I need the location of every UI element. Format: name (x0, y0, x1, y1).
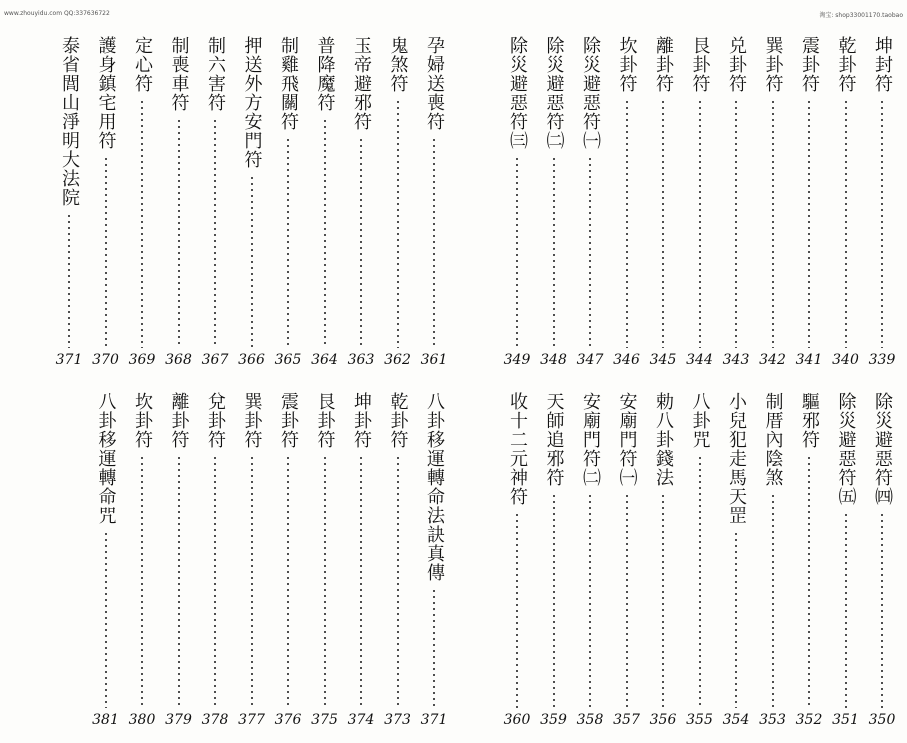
toc-page-number: 356 (649, 712, 677, 728)
toc-entry (275, 392, 301, 708)
toc-entry-title: 鬼煞符 (387, 36, 409, 93)
toc-entry (504, 392, 530, 708)
toc-page-number: 353 (759, 712, 786, 728)
toc-page-number: 339 (868, 352, 896, 368)
dot-leader (141, 455, 143, 708)
toc-entry (348, 392, 374, 708)
toc-entry-title: 孕婦送喪符 (424, 36, 445, 131)
toc-entry-title: 制厝內陰煞 (762, 392, 784, 487)
toc-entry (833, 36, 859, 348)
toc-entry (541, 392, 567, 708)
toc-page-number: 346 (613, 352, 640, 368)
toc-page-number: 342 (759, 352, 786, 368)
toc-entry-title: 巽卦符 (241, 392, 263, 449)
dot-leader (808, 455, 810, 708)
header-left-watermark: www.zhouyidu.com QQ:337636722 (4, 10, 110, 17)
dot-leader (433, 588, 435, 708)
toc-entry (796, 392, 822, 708)
toc-page-number: 366 (238, 352, 265, 368)
toc-entry-title: 艮卦符 (689, 36, 711, 93)
toc-entry-title: 八卦移運轉命法訣真傳 (424, 392, 445, 582)
toc-entry-title: 小兒犯走馬天罡 (726, 392, 747, 525)
toc-entry (385, 36, 411, 348)
dot-leader (178, 455, 180, 708)
toc-entry (577, 36, 603, 348)
dot-leader (397, 99, 399, 348)
toc-page-number: 369 (128, 352, 156, 368)
toc-page-number: 345 (649, 352, 677, 368)
toc-page-number: 340 (832, 352, 859, 368)
toc-page-number: 376 (274, 712, 302, 728)
dot-leader (845, 512, 847, 708)
toc-entry-title: 制喪車符 (168, 36, 190, 112)
toc-entry (421, 36, 447, 348)
toc-page-number: 371 (420, 712, 448, 728)
dot-leader (105, 156, 107, 348)
dot-leader (360, 455, 362, 708)
toc-entry (687, 36, 713, 348)
toc-entry (56, 36, 82, 348)
toc-page-number: 373 (384, 712, 411, 728)
toc-entry-title: 坤卦符 (351, 392, 372, 449)
toc-entry (833, 392, 859, 708)
toc-page-number: 367 (201, 352, 229, 368)
toc-entry (93, 36, 119, 348)
dot-leader (589, 493, 591, 708)
toc-entry-title: 兌卦符 (205, 392, 226, 449)
toc-entry (760, 36, 786, 348)
dot-leader (287, 137, 289, 348)
toc-entry-title: 泰省閭山淨明大法院 (59, 36, 80, 207)
toc-page-number: 374 (347, 712, 375, 728)
toc-entry-title: 艮卦符 (314, 392, 336, 449)
dot-leader (178, 118, 180, 348)
dot-leader (214, 118, 216, 348)
right-page (486, 0, 898, 743)
toc-entry (93, 392, 119, 708)
toc-page-number: 379 (165, 712, 192, 728)
toc-page-number: 343 (722, 352, 750, 368)
toc-entry-title: 天師追邪符 (543, 392, 565, 487)
dot-leader (324, 455, 326, 708)
dot-leader (626, 493, 628, 708)
toc-page-number: 365 (274, 352, 302, 368)
dot-leader (516, 156, 518, 348)
toc-page-number: 358 (576, 712, 604, 728)
toc-entry (723, 36, 749, 348)
toc-entry-title: 除災避惡符㈤ (835, 392, 857, 506)
toc-entry (577, 392, 603, 708)
toc-entry (650, 36, 676, 348)
dot-leader (68, 213, 70, 348)
toc-entry (348, 36, 374, 348)
toc-entry (614, 36, 640, 348)
toc-page-number: 351 (832, 712, 859, 728)
toc-entry-title: 普降魔符 (314, 36, 336, 112)
toc-entry-title: 勅八卦錢法 (653, 392, 674, 487)
toc-page-number: 350 (868, 712, 896, 728)
toc-page-number: 375 (311, 712, 338, 728)
toc-page-number: 347 (576, 352, 604, 368)
toc-page-number: 364 (311, 352, 338, 368)
toc-entry (796, 36, 822, 348)
toc-entry-title: 安廟門符㈡ (580, 392, 601, 487)
toc-entry-title: 八卦咒 (689, 392, 711, 449)
toc-entry (723, 392, 749, 708)
toc-page-number: 377 (238, 712, 265, 728)
left-page (38, 0, 450, 743)
toc-page-number: 370 (92, 352, 119, 368)
toc-entry-title: 坎卦符 (616, 36, 638, 93)
toc-page-number: 354 (722, 712, 750, 728)
dot-leader (214, 455, 216, 708)
dot-leader (808, 99, 810, 348)
toc-entry (650, 392, 676, 708)
toc-page-number: 355 (686, 712, 713, 728)
toc-entry (869, 36, 895, 348)
toc-entry (421, 392, 447, 708)
toc-entry (614, 392, 640, 708)
dot-leader (735, 531, 737, 708)
toc-entry-title: 坤封符 (872, 36, 893, 93)
toc-page-number: 381 (92, 712, 119, 728)
toc-entry-title: 離卦符 (653, 36, 674, 93)
dot-leader (287, 455, 289, 708)
toc-entry-title: 玉帝避邪符 (351, 36, 372, 131)
toc-entry (312, 392, 338, 708)
toc-page-number: 352 (795, 712, 823, 728)
toc-page-number: 341 (795, 352, 823, 368)
toc-entry-title: 八卦移運轉命咒 (95, 392, 117, 525)
toc-entry-title: 定心符 (132, 36, 153, 93)
toc-entry-title: 離卦符 (168, 392, 190, 449)
toc-entry (541, 36, 567, 348)
toc-entry-title: 兑卦符 (726, 36, 747, 93)
toc-page-number: 368 (165, 352, 192, 368)
dot-leader (516, 512, 518, 708)
toc-entry (202, 36, 228, 348)
dot-leader (105, 531, 107, 708)
toc-entry-title: 收十二元神符 (507, 392, 528, 506)
dot-leader (772, 493, 774, 708)
toc-entry-title: 乾卦符 (835, 36, 857, 93)
toc-page-number: 361 (420, 352, 448, 368)
toc-page-number: 348 (540, 352, 567, 368)
toc-entry-title: 制雞飛關符 (278, 36, 299, 131)
toc-entry (312, 36, 338, 348)
toc-entry-title: 護身鎮宅用符 (95, 36, 117, 150)
dot-leader (324, 118, 326, 348)
toc-entry (202, 392, 228, 708)
toc-entry-title: 驅邪符 (799, 392, 820, 449)
toc-page-number: 380 (128, 712, 156, 728)
toc-page-number: 362 (384, 352, 411, 368)
toc-page-number: 360 (503, 712, 531, 728)
toc-entry (869, 392, 895, 708)
toc-entry-title: 制六害符 (205, 36, 226, 112)
dot-leader (553, 493, 555, 708)
toc-entry (239, 36, 265, 348)
toc-entry (687, 392, 713, 708)
toc-entry (239, 392, 265, 708)
toc-entry (275, 36, 301, 348)
toc-entry-title: 押送外方安門符 (241, 36, 263, 169)
toc-entry-title: 乾卦符 (387, 392, 409, 449)
dot-leader (251, 175, 253, 348)
toc-page-number: 378 (201, 712, 229, 728)
dot-leader (662, 99, 664, 348)
toc-entry (129, 392, 155, 708)
toc-entry-title: 震卦符 (278, 392, 299, 449)
toc-page-number: 359 (540, 712, 567, 728)
toc-entry-title: 除災避惡符㈠ (580, 36, 601, 150)
toc-page-number: 363 (347, 352, 375, 368)
toc-entry (504, 36, 530, 348)
toc-entry-title: 除災避惡符㈢ (507, 36, 528, 150)
toc-page-number: 357 (613, 712, 640, 728)
toc-entry (385, 392, 411, 708)
dot-leader (881, 512, 883, 708)
toc-page-number: 371 (55, 352, 83, 368)
toc-entry (166, 36, 192, 348)
dot-leader (360, 137, 362, 348)
toc-entry-title: 除災避惡符㈣ (872, 392, 893, 506)
toc-page-number: 344 (686, 352, 713, 368)
toc-entry-title: 安廟門符㈠ (616, 392, 638, 487)
toc-page-number: 349 (503, 352, 531, 368)
toc-entry (760, 392, 786, 708)
dot-leader (589, 156, 591, 348)
dot-leader (845, 99, 847, 348)
dot-leader (735, 99, 737, 348)
dot-leader (553, 156, 555, 348)
dot-leader (699, 99, 701, 348)
dot-leader (662, 493, 664, 708)
toc-entry-title: 震卦符 (799, 36, 820, 93)
dot-leader (251, 455, 253, 708)
dot-leader (626, 99, 628, 348)
toc-entry-title: 除災避惡符㈡ (543, 36, 565, 150)
toc-entry (166, 392, 192, 708)
toc-entry-title: 巽卦符 (762, 36, 784, 93)
toc-entry-title: 坎卦符 (132, 392, 153, 449)
dot-leader (772, 99, 774, 348)
dot-leader (433, 137, 435, 348)
dot-leader (141, 99, 143, 348)
dot-leader (397, 455, 399, 708)
dot-leader (699, 455, 701, 708)
dot-leader (881, 99, 883, 348)
toc-entry (129, 36, 155, 348)
header-right-watermark: 淘宝: shop33001170.taobao (819, 12, 903, 19)
